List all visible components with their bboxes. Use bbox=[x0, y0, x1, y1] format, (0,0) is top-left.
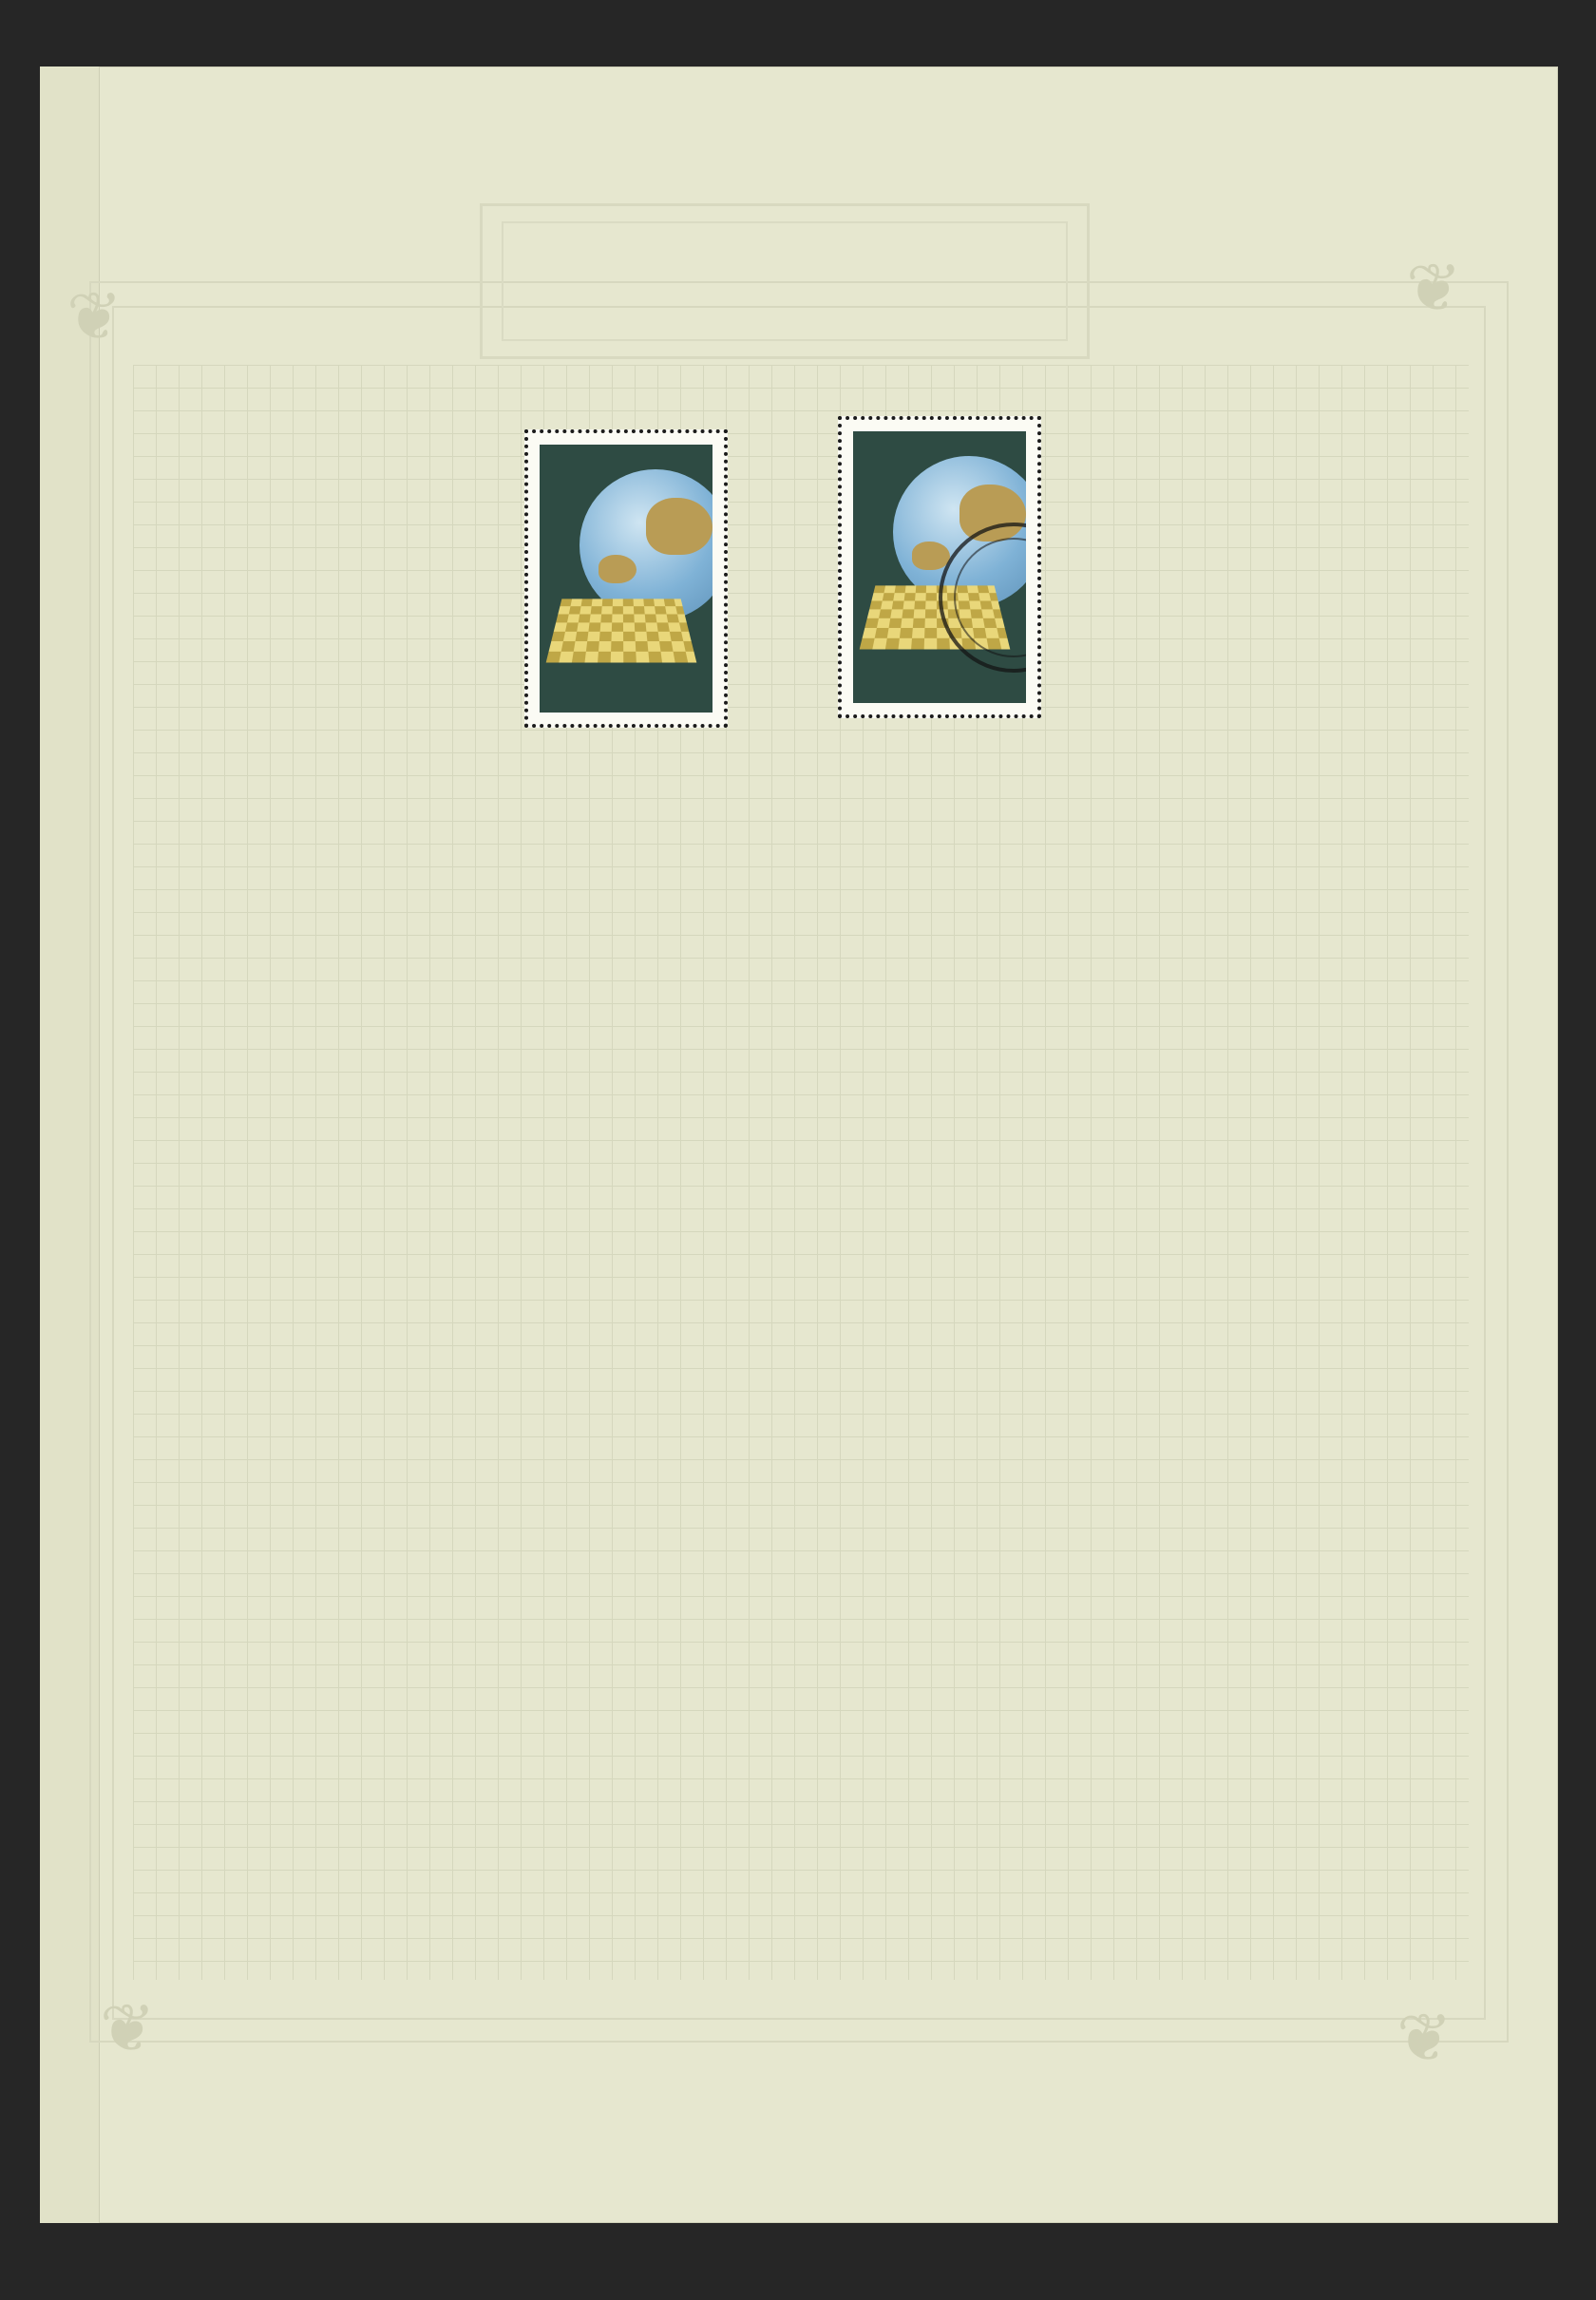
title-box bbox=[480, 203, 1090, 359]
corner-ornament-top-left: ❦ bbox=[66, 277, 123, 355]
stamp-used bbox=[838, 416, 1041, 718]
stamp-artwork bbox=[540, 445, 712, 713]
continent-shape bbox=[646, 498, 712, 555]
chessboard-image bbox=[546, 599, 697, 662]
corner-ornament-bottom-left: ❦ bbox=[100, 1989, 156, 2067]
stamp-artwork bbox=[853, 431, 1026, 703]
corner-ornament-bottom-right: ❦ bbox=[1396, 1999, 1453, 2077]
corner-ornament-top-right: ❦ bbox=[1406, 249, 1462, 327]
continent-shape bbox=[598, 555, 636, 583]
title-box-inner bbox=[502, 221, 1068, 341]
stamp-mint bbox=[524, 429, 728, 728]
page-frame-inner bbox=[112, 306, 1486, 2020]
